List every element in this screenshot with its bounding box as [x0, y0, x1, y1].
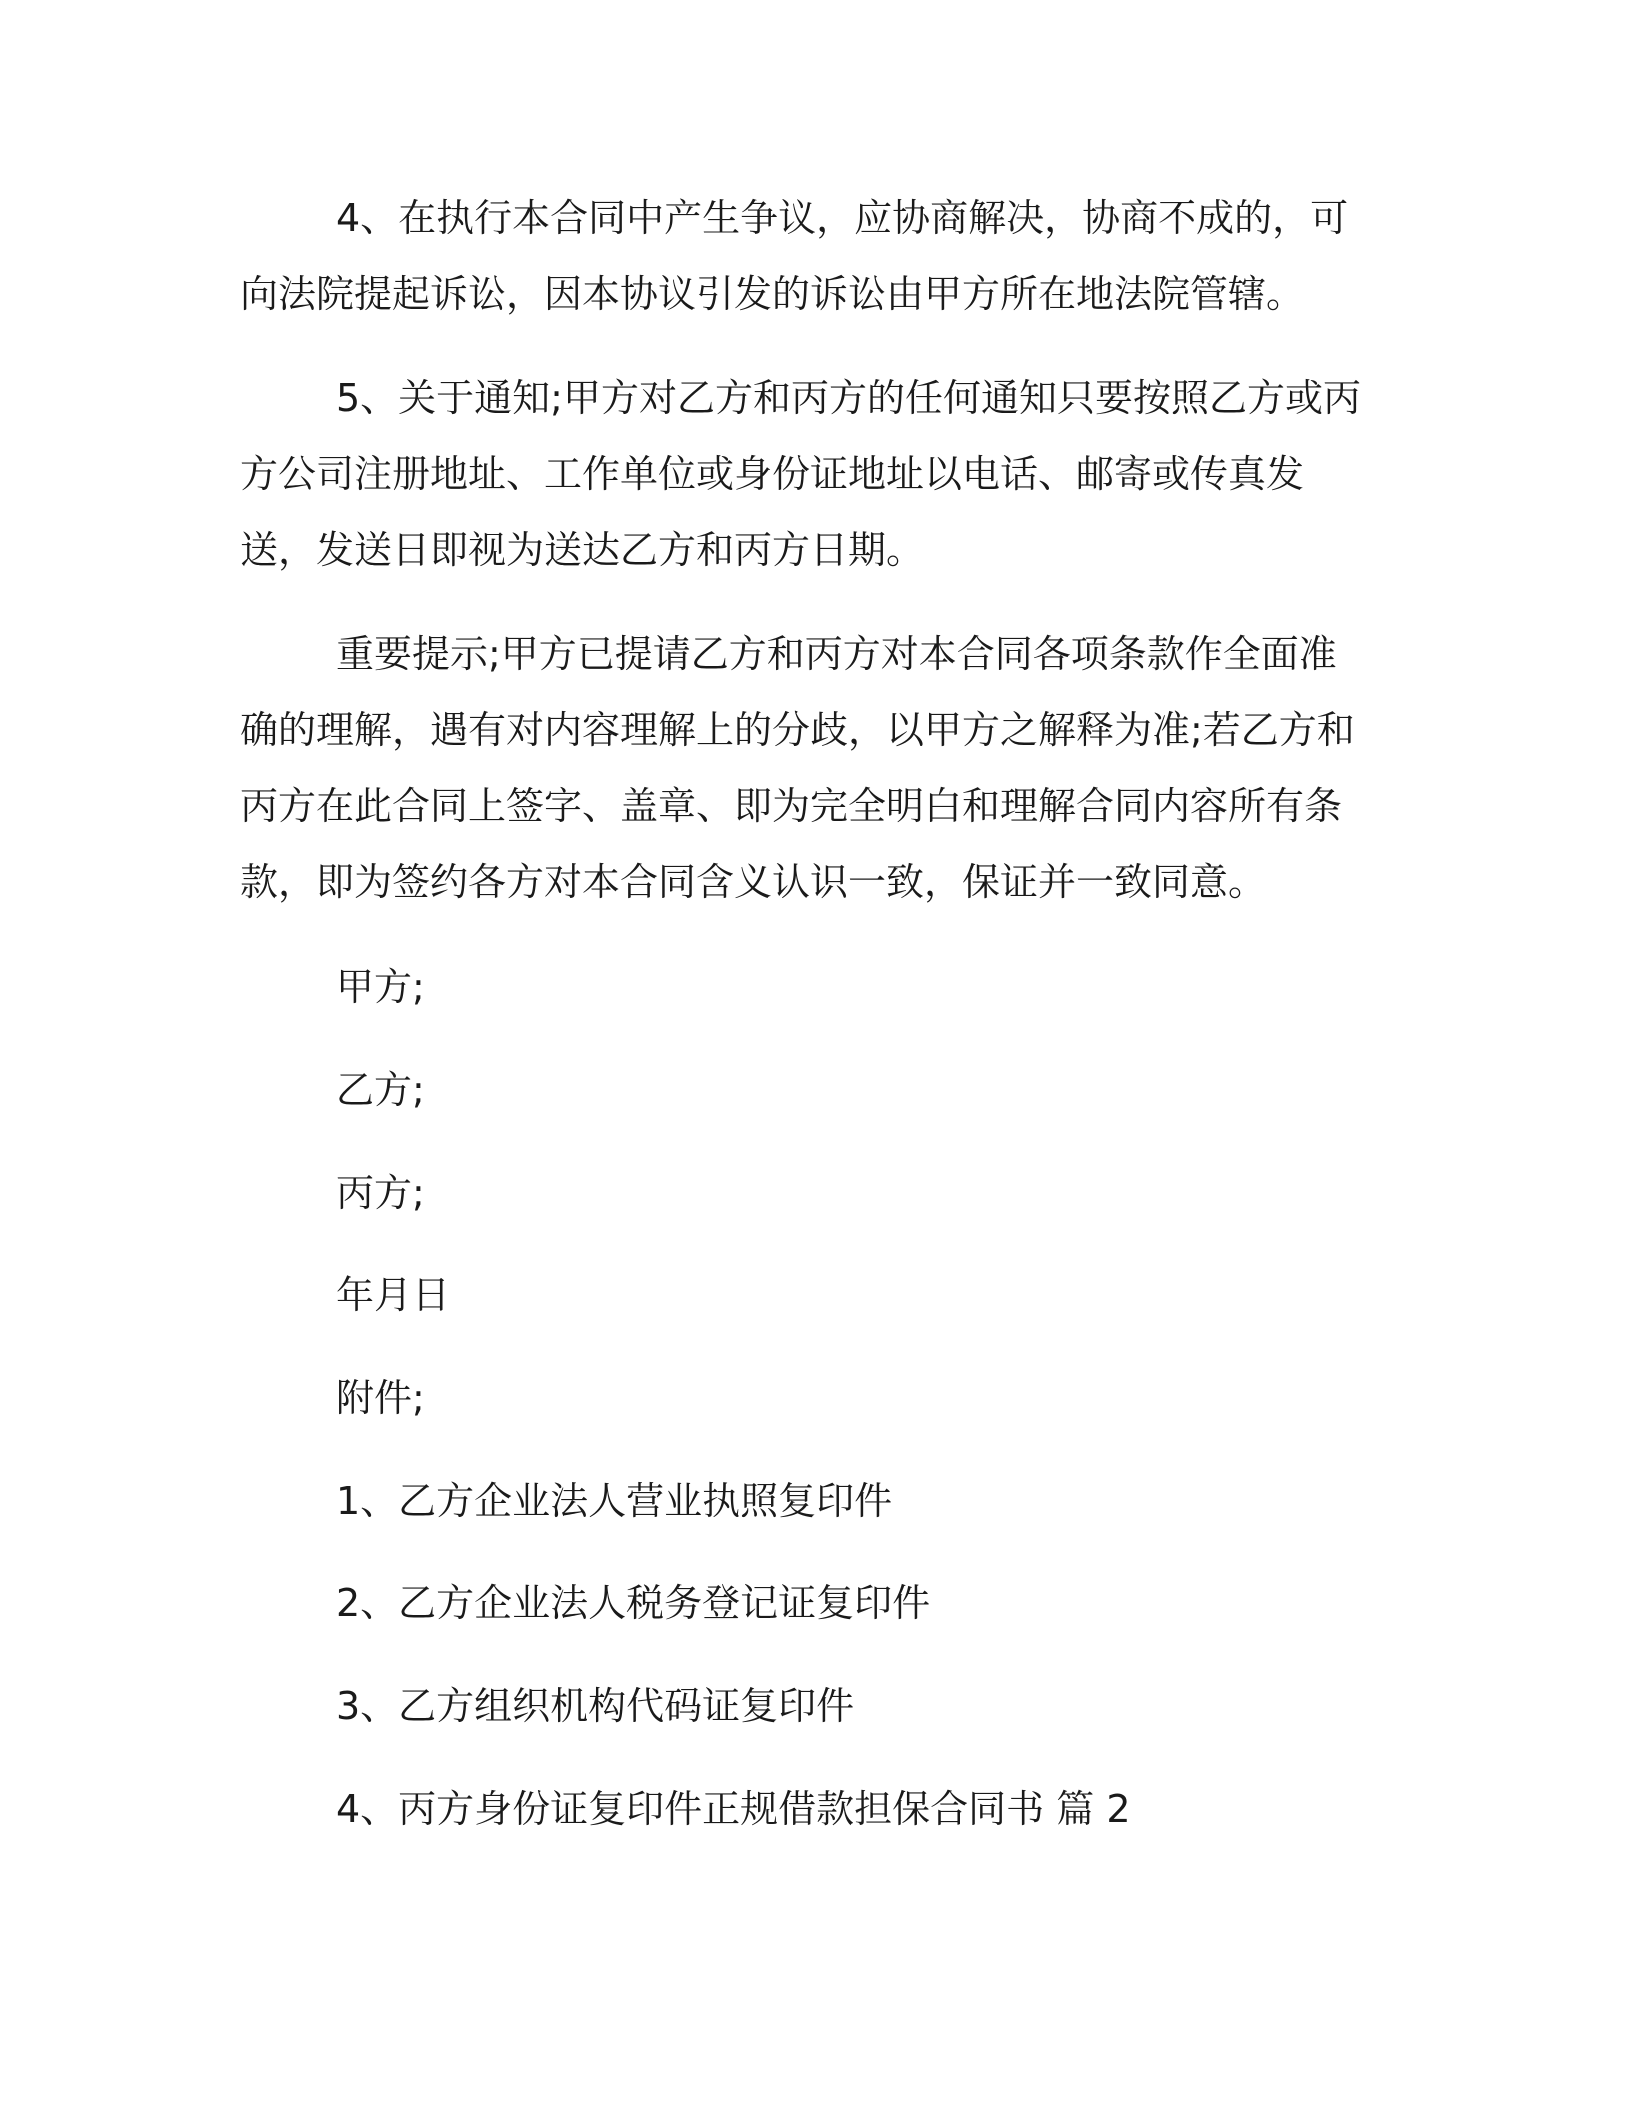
attachment-item: 4、丙方身份证复印件正规借款担保合同书 篇 2	[336, 1787, 1131, 1831]
party-b-signature-line: 乙方;	[336, 1068, 425, 1112]
party-a-signature-line: 甲方;	[336, 965, 425, 1009]
signature-date-line: 年月日	[336, 1273, 451, 1317]
clause-5-notice-paragraph: 5、关于通知;甲方对乙方和丙方的任何通知只要按照乙方或丙方公司注册地址、工作单位或身份证地址以电话、邮寄或传真发送，发送日即视为送达乙方和丙方日期。	[240, 376, 1361, 572]
party-c-signature-line: 丙方;	[336, 1171, 425, 1215]
attachment-item: 1、乙方企业法人营业执照复印件	[336, 1479, 893, 1523]
clause-4-paragraph: 4、在执行本合同中产生争议，应协商解决，协商不成的，可向法院提起诉讼，因本协议引发的诉讼由甲方所在地法院管辖。	[240, 196, 1349, 316]
attachment-item: 3、乙方组织机构代码证复印件	[336, 1684, 855, 1728]
attachments-heading: 附件;	[336, 1376, 425, 1420]
important-notice-paragraph: 重要提示;甲方已提请乙方和丙方对本合同各项条款作全面准确的理解，遇有对内容理解上的分歧，以甲方之解释为准;若乙方和丙方在此合同上签字、盖章、即为完全明白和理解合同内容所有条款，即为签约各方对本合同含义认识一致，保证并一致同意。	[240, 632, 1355, 904]
attachment-item: 2、乙方企业法人税务登记证复印件	[336, 1581, 931, 1625]
